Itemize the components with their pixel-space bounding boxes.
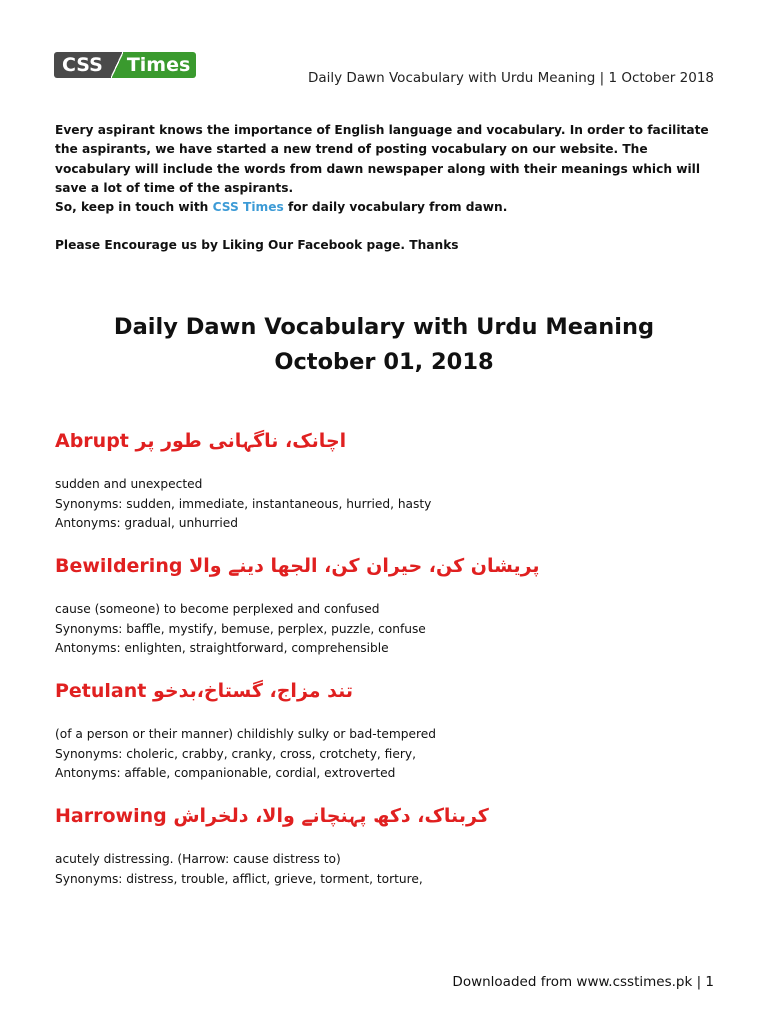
vocab-details bbox=[55, 475, 735, 534]
intro-section bbox=[55, 121, 725, 256]
vocab-urdu-meaning: تند مزاج، گستاخ،بدخو bbox=[153, 680, 354, 702]
vocab-synonyms: Synonyms: distress, trouble, afflict, grieve, torment, torture, bbox=[55, 871, 423, 886]
vocab-word: Bewildering bbox=[55, 555, 183, 577]
keep-suffix: for daily vocabulary from dawn. bbox=[283, 200, 508, 215]
vocab-word: Petulant bbox=[55, 680, 147, 702]
vocab-definition: acutely distressing. (Harrow: cause distress to) bbox=[55, 852, 341, 866]
page-title-line1: Daily Dawn Vocabulary with Urdu Meaning bbox=[113, 314, 655, 340]
vocab-antonyms: Antonyms: gradual, unhurried bbox=[55, 516, 239, 531]
vocab-details bbox=[55, 600, 735, 659]
vocab-heading bbox=[55, 678, 735, 704]
vocab-urdu-meaning: اچانک، ناگہانی طور پر bbox=[135, 430, 347, 452]
vocab-antonyms: Antonyms: affable, companionable, cordial, extroverted bbox=[55, 766, 396, 781]
intro-paragraph: Every aspirant knows the importance of English language and vocabulary. In order to facilitate the aspirants, we have started a new trend of posting vocabulary on our website. The vocabulary will include the words from dawn newspaper along with their meanings which will save a lot of time of the aspirants. bbox=[55, 123, 709, 195]
vocab-urdu-meaning: پریشان کن، حیران کن، الجھا دینے والا bbox=[189, 555, 540, 577]
vocab-definition: (of a person or their manner) childishly sulky or bad-tempered bbox=[55, 727, 436, 741]
vocab-entry-abrupt bbox=[55, 428, 735, 534]
vocab-definition: cause (someone) to become perplexed and confused bbox=[55, 602, 380, 616]
vocab-heading bbox=[55, 428, 735, 454]
vocab-details bbox=[55, 725, 735, 784]
vocab-entry-petulant bbox=[55, 678, 735, 784]
css-times-link[interactable]: CSS Times bbox=[212, 200, 284, 215]
footer-download-note: Downloaded from www.csstimes.pk | 1 bbox=[452, 974, 714, 990]
vocab-antonyms: Antonyms: enlighten, straightforward, comprehensible bbox=[55, 641, 389, 656]
vocab-word: Harrowing bbox=[55, 805, 167, 827]
vocab-word: Abrupt bbox=[55, 430, 129, 452]
vocab-definition: sudden and unexpected bbox=[55, 477, 203, 491]
keep-in-touch-line bbox=[55, 198, 725, 217]
vocab-details bbox=[55, 850, 735, 889]
logo-slash-mark bbox=[111, 52, 123, 78]
logo-times-text: Times bbox=[123, 52, 196, 78]
vocab-entry-bewildering bbox=[55, 553, 735, 659]
page-title-line2: October 01, 2018 bbox=[274, 349, 494, 375]
vocab-urdu-meaning: کربناک، دکھ پہنچانے والا، دلخراش bbox=[173, 805, 489, 827]
vocab-entry-harrowing bbox=[55, 803, 735, 889]
css-times-logo bbox=[54, 52, 196, 78]
logo-css-text: CSS bbox=[54, 52, 111, 78]
vocab-heading bbox=[55, 553, 735, 579]
page-title bbox=[0, 310, 768, 380]
vocab-synonyms: Synonyms: choleric, crabby, cranky, cross, crotchety, fiery, bbox=[55, 746, 416, 761]
vocab-synonyms: Synonyms: baffle, mystify, bemuse, perplex, puzzle, confuse bbox=[55, 621, 426, 636]
encourage-text: Please Encourage us by Liking Our Facebook page. Thanks bbox=[55, 238, 459, 253]
keep-prefix: So, keep in touch with bbox=[55, 200, 213, 215]
vocab-synonyms: Synonyms: sudden, immediate, instantaneous, hurried, hasty bbox=[55, 496, 432, 511]
vocab-heading bbox=[55, 803, 735, 829]
header-title: Daily Dawn Vocabulary with Urdu Meaning | 1 October 2018 bbox=[307, 70, 714, 86]
